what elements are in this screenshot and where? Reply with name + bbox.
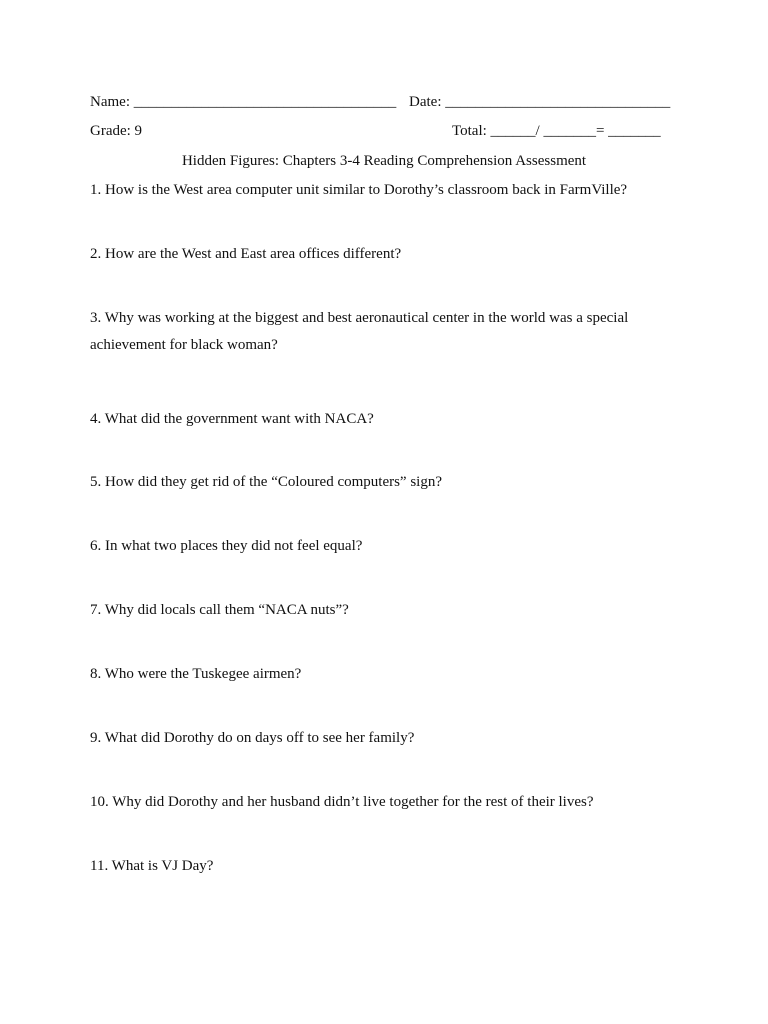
question-10: 10. Why did Dorothy and her husband didn’t live together for the rest of their lives? (90, 794, 594, 810)
question-9: 9. What did Dorothy do on days off to see her family? (90, 730, 415, 746)
question-5: 5. How did they get rid of the “Coloured computers” sign? (90, 474, 443, 490)
question-7: 7. Why did locals call them “NACA nuts”? (90, 602, 349, 618)
total-score-field: Total: ______/ _______= _______ (452, 123, 661, 139)
question-4: 4. What did the government want with NACA? (90, 411, 374, 427)
grade-label: Grade: 9 (90, 123, 143, 139)
question-8: 8. Who were the Tuskegee airmen? (90, 666, 302, 682)
date-field: Date: ______________________________ (409, 94, 671, 110)
question-3: 3. Why was working at the biggest and best aeronautical center in the world was a special achievement for black woman? (90, 310, 629, 353)
name-field: Name: ___________________________________ (90, 94, 397, 110)
question-2: 2. How are the West and East area offices different? (90, 246, 402, 262)
question-6: 6. In what two places they did not feel equal? (90, 538, 363, 554)
question-11: 11. What is VJ Day? (90, 858, 214, 874)
page-title: Hidden Figures: Chapters 3-4 Reading Comprehension Assessment (181, 153, 587, 169)
question-1: 1. How is the West area computer unit similar to Dorothy’s classroom back in FarmVille? (90, 182, 628, 198)
